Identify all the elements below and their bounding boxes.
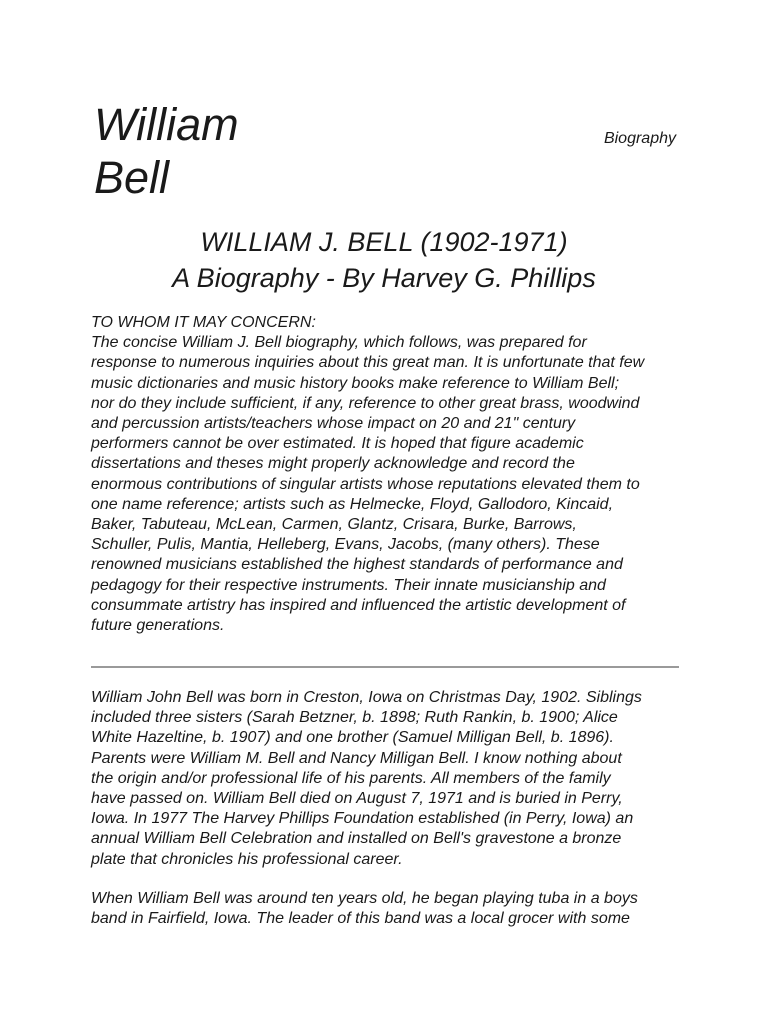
birth-paragraph	[91, 688, 691, 870]
text-line: Baker, Tabuteau, McLean, Carmen, Glantz, Crisara, Burke, Barrows,	[91, 516, 577, 534]
text-line: annual William Bell Celebration and installed on Bell's gravestone a bronze	[91, 830, 622, 848]
text-line: included three sisters (Sarah Betzner, b. 1898; Ruth Rankin, b. 1900; Alice	[91, 709, 618, 727]
biography-heading-line: A Biography - By Harvey G. Phillips	[172, 263, 596, 293]
biography-heading	[0, 224, 768, 296]
text-line: renowned musicians established the highest standards of performance and	[91, 556, 623, 574]
text-line: the origin and/or professional life of his parents. All members of the family	[91, 769, 611, 787]
text-line: When William Bell was around ten years old, he began playing tuba in a boys	[91, 890, 638, 907]
text-line: plate that chronicles his professional career.	[91, 850, 403, 868]
text-line: response to numerous inquiries about this great man. It is unfortunate that few	[91, 354, 645, 372]
document-title-line: Bell	[94, 152, 170, 203]
text-line: music dictionaries and music history books make reference to William Bell;	[91, 374, 620, 392]
text-line: Schuller, Pulis, Mantia, Helleberg, Evans, Jacobs, (many others). These	[91, 536, 600, 554]
text-line: TO WHOM IT MAY CONCERN:	[91, 314, 316, 331]
document-title	[94, 98, 334, 204]
text-line: Iowa. In 1977 The Harvey Phillips Foundation established (in Perry, Iowa) an	[91, 810, 634, 828]
text-line: White Hazeltine, b. 1907) and one brother (Samuel Milligan Bell, b. 1896).	[91, 729, 614, 747]
text-line: dissertations and theses might properly acknowledge and record the	[91, 455, 575, 473]
text-line: enormous contributions of singular artists whose reputations elevated them to	[91, 475, 640, 493]
text-line: band in Fairfield, Iowa. The leader of this band was a local grocer with some	[91, 910, 630, 928]
text-line: have passed on. William Bell died on August 7, 1971 and is buried in Perry,	[91, 790, 623, 808]
text-line: one name reference; artists such as Helmecke, Floyd, Gallodoro, Kincaid,	[91, 495, 614, 513]
text-line: future generations.	[91, 617, 225, 635]
text-line: nor do they include sufficient, if any, reference to other great brass, woodwind	[91, 394, 640, 412]
section-divider	[91, 666, 679, 668]
text-line: consummate artistry has inspired and influenced the artistic development of	[91, 596, 626, 614]
text-line: and percussion artists/teachers whose impact on 20 and 21" century	[91, 415, 576, 433]
text-line: William John Bell was born in Creston, Iowa on Christmas Day, 1902. Siblings	[91, 689, 642, 706]
text-line: pedagogy for their respective instruments. Their innate musicianship and	[91, 576, 606, 594]
biography-heading-line: WILLIAM J. BELL (1902-1971)	[200, 227, 568, 257]
text-line: performers cannot be over estimated. It is hoped that figure academic	[91, 435, 584, 453]
document-title-line: William	[94, 99, 239, 150]
text-line: The concise William J. Bell biography, which follows, was prepared for	[91, 334, 587, 352]
text-line: Parents were William M. Bell and Nancy Milligan Bell. I know nothing about	[91, 749, 622, 767]
document-category: Biography	[603, 130, 676, 147]
intro-paragraph	[91, 313, 691, 636]
tuba-paragraph	[91, 889, 691, 929]
